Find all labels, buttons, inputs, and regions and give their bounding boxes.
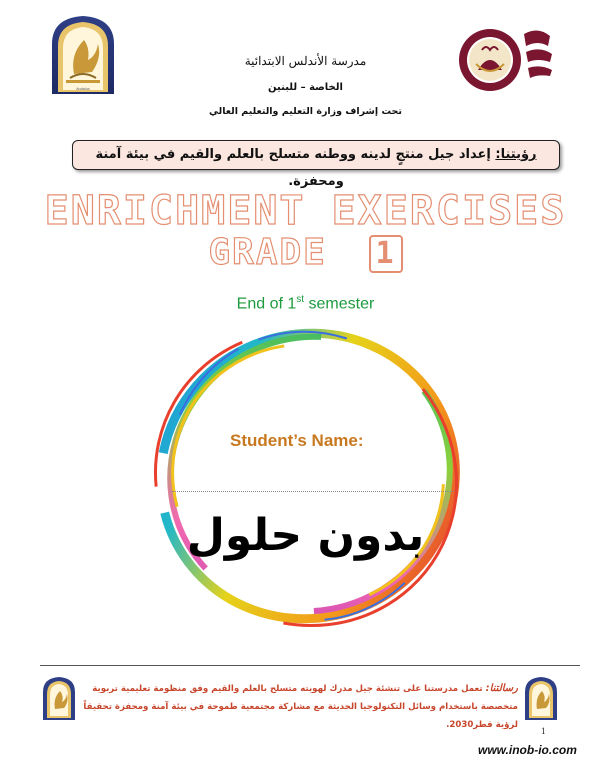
semester-label <box>0 294 611 313</box>
semester-superscript: st <box>296 294 305 305</box>
footer-divider <box>40 665 580 666</box>
footer-school-logo-left <box>40 676 78 722</box>
decorative-ring <box>148 318 468 633</box>
website-link[interactable]: www.inob-io.com <box>478 743 577 757</box>
grade-label: GRADE <box>208 232 327 273</box>
vision-text: إعداد جيل منتجٍ لدينه ووطنه متسلح بالعلم والقيم في بيئة آمنة ومحفزة. <box>95 147 491 189</box>
mission-text: تعمل مدرستنا على تنشئة جيل مدرك لهويته متسلح بالعلم والقيم وفق منظومة تعليمية تربوية متخصصة باستخدام وسائل التكنولوجيا الحديثة مع مشاركة مجتمعية طموحة في بيئة آمنة ومحفزة تحقيقاً لرؤية قطر2030. <box>83 684 518 730</box>
vision-box <box>72 140 560 189</box>
mission-statement <box>82 680 518 734</box>
student-name-label: Student’s Name: <box>230 431 364 450</box>
semester-prefix: End of 1 <box>236 295 297 313</box>
vision-label: رؤيتنا: <box>495 147 537 162</box>
mission-label: رسالتنا: <box>485 683 518 694</box>
no-solutions-text: بدون حلول <box>186 510 425 561</box>
school-name: مدرسة الأندلس الابتدائية <box>244 54 367 68</box>
grade-number: 1 <box>369 235 403 273</box>
ministry-supervision: تحت إشراف وزارة التعليم والتعليم العالي <box>209 106 402 117</box>
student-name-line <box>172 491 454 492</box>
page-number: 1 <box>541 726 546 736</box>
title-grade <box>0 232 611 273</box>
school-type: الخاصة – للبنين <box>268 82 343 93</box>
footer-school-logo-right <box>522 676 560 722</box>
svg-text:Andalus: Andalus <box>76 87 90 91</box>
title-enrichment-exercises: ENRICHMENT EXERCISES <box>44 188 567 234</box>
semester-suffix: semester <box>304 295 375 313</box>
